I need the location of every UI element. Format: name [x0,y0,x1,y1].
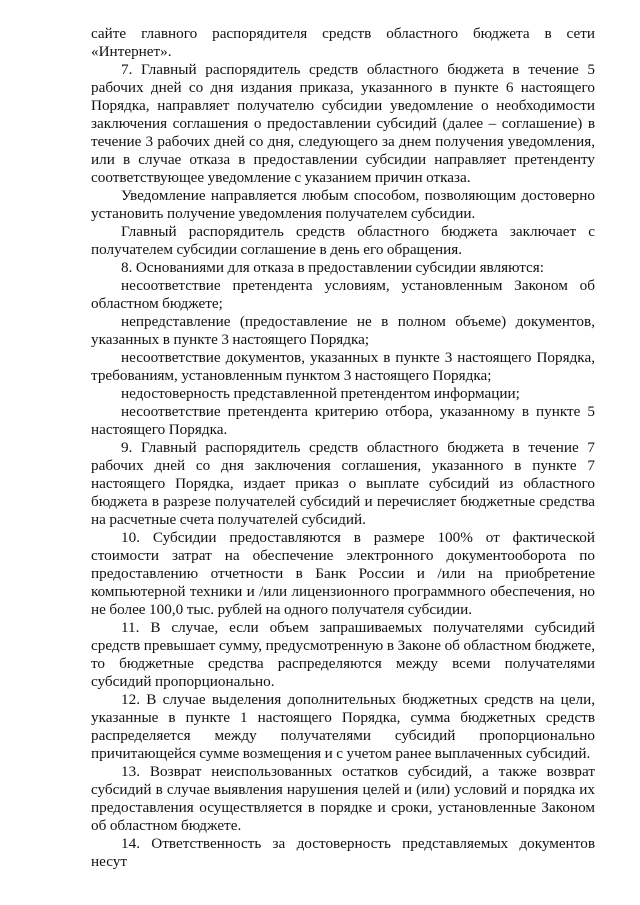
paragraph-item-14: 14. Ответственность за достоверность представляемых документов несут [91,835,595,870]
paragraph-refusal-ground: несоответствие документов, указанных в пункте 3 настоящего Порядка, требованиям, установленным пунктом 3 настоящего Порядка; [91,349,595,384]
paragraph-refusal-ground: несоответствие претендента условиям, установленным Законом об областном бюджете; [91,277,595,312]
paragraph-item-10: 10. Субсидии предоставляются в размере 100% от фактической стоимости затрат на обеспечение электронного документооборота по предоставлению отчетности в Банк России и /или на приобретение компьютерной техники и /или лицензионного программного обеспечения, но не более 100,0 тыс. рублей на одного получателя субсидии. [91,529,595,618]
paragraph-refusal-ground: непредставление (предоставление не в полном объеме) документов, указанных в пункте 3 настоящего Порядка; [91,313,595,348]
paragraph-refusal-ground: недостоверность представленной претендентом информации; [121,385,520,402]
paragraph-agreement: Главный распорядитель средств областного бюджета заключает с получателем субсидии соглашение в день его обращения. [91,223,595,258]
paragraph-item-8: 8. Основаниями для отказа в предоставлении субсидии являются: [121,259,545,276]
paragraph-refusal-ground: несоответствие претендента критерию отбора, указанному в пункте 5 настоящего Порядка. [91,403,595,438]
paragraph-continuation: сайте главного распорядителя средств областного бюджета в сети «Интернет». [91,25,595,60]
paragraph-notification: Уведомление направляется любым способом, позволяющим достоверно установить получение уведомления получателем субсидии. [91,187,595,222]
paragraph-item-13: 13. Возврат неиспользованных остатков субсидий, а также возврат субсидий в случае выявления нарушения целей и (или) условий и порядка их предоставления осуществляется в порядке и сроки, установленные Законом об областном бюджете. [91,763,595,834]
paragraph-item-11: 11. В случае, если объем запрашиваемых получателями субсидий средств превышает сумму, предусмотренную в Законе об областном бюджете, то бюджетные средства распределяются между всеми получателями субсидий пропорционально. [91,619,595,690]
paragraph-item-9: 9. Главный распорядитель средств областного бюджета в течение 7 рабочих дней со дня заключения соглашения, указанного в пункте 7 настоящего Порядка, издает приказ о выплате субсидий из областного бюджета в разрезе получателей субсидий и перечисляет бюджетные средства на расчетные счета получателей субсидий. [91,439,595,528]
document-body [91,25,595,871]
paragraph-item-12: 12. В случае выделения дополнительных бюджетных средств на цели, указанные в пункте 1 настоящего Порядка, сумма бюджетных средств распределяется между получателями субсидий пропорционально причитающейся сумме возмещения и с учетом ранее выплаченных субсидий. [91,691,595,762]
paragraph-item-7: 7. Главный распорядитель средств областного бюджета в течение 5 рабочих дней со дня издания приказа, указанного в пункте 6 настоящего Порядка, направляет получателю субсидии уведомление о необходимости заключения соглашения о предоставлении субсидий (далее – соглашение) в течение 3 рабочих дней со дня, следующего за днем получения уведомления, или в случае отказа в предоставлении субсидии направляет претенденту соответствующее уведомление с указанием причин отказа. [91,61,595,186]
